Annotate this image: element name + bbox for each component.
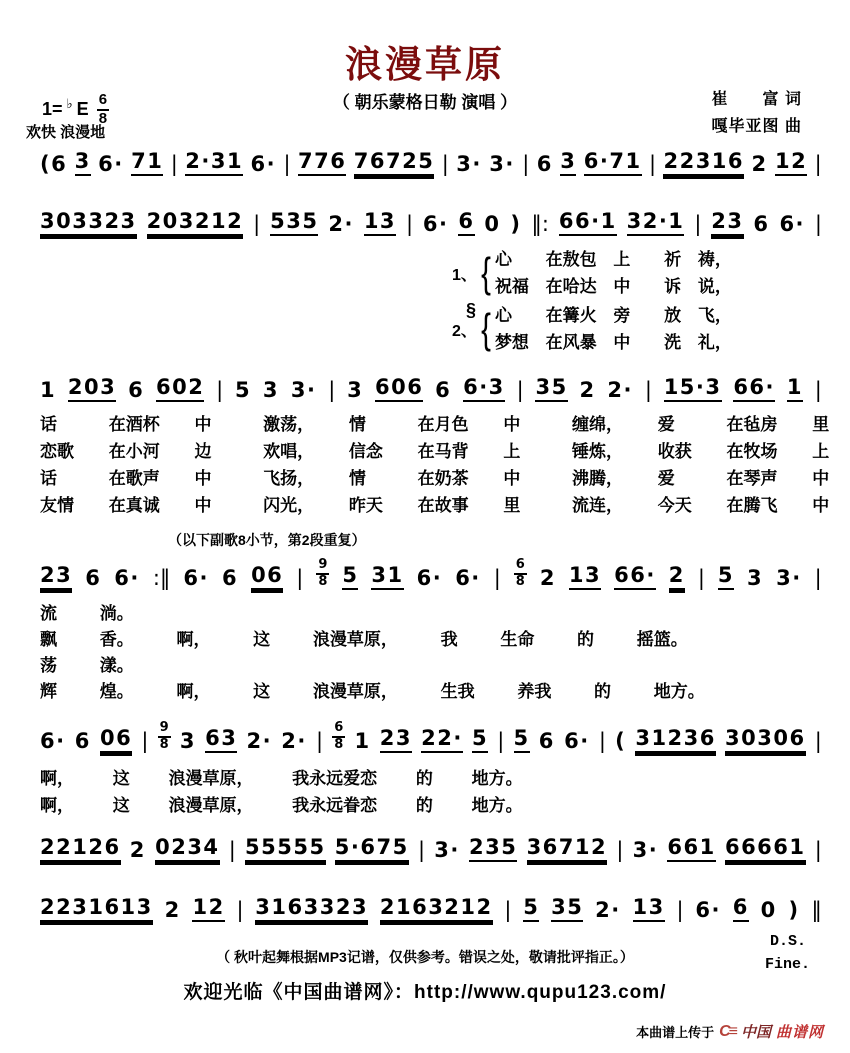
note-token: 22·: [421, 727, 463, 753]
note-token: 6·: [98, 152, 124, 176]
note-token: 606: [375, 376, 423, 402]
lyric-row: 飘 香。 啊， 这 浪漫草原， 我 生命 的 摇篮。: [40, 630, 688, 649]
note-token: 3·: [632, 838, 659, 862]
note-token: 6: [538, 729, 555, 754]
verse-1-lines: [495, 246, 732, 300]
time-signature-denominator: 8: [318, 573, 328, 589]
note-token: 6·: [416, 566, 443, 591]
note-token: 2·: [328, 212, 354, 236]
note-token: ): [788, 898, 800, 922]
transcriber-note: （ 秋叶起舞根据MP3记谱，仅供参考。错误之处，敬请批评指正。）: [216, 949, 634, 965]
note-token: 3: [262, 378, 280, 402]
note-token: 23: [40, 564, 72, 590]
barline: |: [493, 566, 501, 591]
meter-denominator: 8: [98, 109, 108, 127]
note-token: 15·3: [664, 376, 722, 402]
note-token: 6·: [183, 566, 209, 591]
lyric-row: 啊， 这 浪漫草原， 我永远爱恋 的 地方。: [40, 769, 523, 788]
note-token: 2: [669, 564, 685, 590]
note-token: 2·: [281, 729, 307, 754]
note-token: 2: [164, 898, 181, 922]
lyric-row: 恋歌 在小河 边 欢唱， 信念 在马背 上 锤炼， 收获 在牧场 上: [40, 442, 830, 461]
note-token: 2·: [607, 378, 634, 402]
note-token: 203: [68, 376, 116, 402]
note-token: 36712: [527, 836, 608, 862]
note-token: 3·: [489, 152, 515, 176]
key-prefix: 1=: [42, 98, 63, 119]
note-token: 66·1: [559, 210, 617, 236]
note-token: 31: [371, 564, 403, 590]
note-token: 6·: [564, 729, 590, 754]
note-token: 71: [131, 150, 163, 176]
barline: |: [644, 378, 652, 402]
verse-1-label: 1、: [452, 266, 477, 284]
note-token: 66661: [725, 836, 806, 862]
note-token: 1: [354, 729, 371, 754]
barline: |: [616, 838, 624, 862]
barline: |: [676, 898, 684, 922]
music-line-6: [40, 836, 822, 862]
note-token: 32·1: [627, 210, 685, 236]
note-token: 3·: [776, 566, 802, 591]
brace-icon: {: [481, 305, 491, 352]
time-signature-denominator: 8: [159, 736, 169, 752]
note-token: 5: [472, 727, 488, 753]
note-token: 6: [536, 152, 553, 176]
brace-icon: {: [481, 249, 491, 296]
note-token: 2: [129, 838, 146, 862]
note-token: 6: [458, 210, 474, 236]
barline: |: [516, 378, 524, 402]
fine-marking: Fine.: [764, 956, 810, 973]
note-token: (6: [40, 152, 68, 176]
verse-2-line-2: 梦想 在风暴 中 洗 礼，: [494, 333, 732, 352]
note-token: 13: [364, 210, 396, 236]
note-token: 06: [100, 727, 132, 753]
time-signature-denominator: 8: [334, 736, 344, 752]
note-token: 13: [569, 564, 601, 590]
time-signature: [158, 721, 171, 751]
music-line-4: [40, 557, 822, 591]
note-token: 23: [380, 727, 412, 753]
verse-1-line-2: 祝福 在哈达 中 诉 说，: [494, 277, 732, 296]
note-token: 6: [753, 212, 770, 236]
note-token: 6: [74, 729, 91, 754]
time-signature-denominator: 8: [515, 573, 525, 589]
barline: |: [283, 152, 291, 176]
watermark-prefix: 本曲谱上传于: [636, 1025, 715, 1040]
barline: |: [648, 152, 657, 176]
barline: |: [216, 378, 224, 402]
barline: |: [253, 212, 261, 236]
note-token: 6·: [695, 898, 721, 922]
lyric-row: 友情 在真诚 中 闪光， 昨天 在故事 里 流连， 今天 在腾飞 中: [40, 496, 830, 515]
page-title: 浪漫草原: [345, 44, 505, 85]
note-token: 12: [192, 896, 224, 922]
note-token: 5: [523, 896, 539, 922]
note-token: 12: [775, 150, 807, 176]
music-line-1: [40, 150, 822, 176]
time-signature-numerator: 9: [316, 558, 329, 575]
barline: |: [497, 729, 505, 754]
barline: |: [504, 898, 512, 922]
note-token: 6·: [455, 566, 481, 591]
note-token: 3: [560, 150, 576, 176]
note-token: 2231613: [40, 896, 153, 922]
music-line-2: [40, 210, 822, 236]
time-signature-numerator: 6: [332, 721, 345, 738]
note-token: 76725: [354, 150, 435, 176]
note-token: 6: [85, 566, 102, 591]
verse-2: [452, 302, 812, 356]
note-token: 5: [235, 378, 252, 402]
note-token: 30306: [725, 727, 806, 753]
note-token: 5: [718, 564, 734, 590]
barline: |: [814, 152, 822, 176]
verse-2-label: 2、: [452, 322, 477, 340]
barline: |: [814, 729, 822, 754]
barline: ‖: [811, 898, 822, 922]
note-token: 66·: [614, 564, 656, 590]
note-token: 13: [633, 896, 665, 922]
barline: |: [328, 378, 336, 402]
note-token: 3·: [456, 152, 482, 176]
music-line-7: [40, 896, 822, 922]
note-token: 3: [179, 729, 196, 754]
note-token: 31236: [635, 727, 716, 753]
verse-2-lines: [495, 302, 732, 356]
barline: |: [814, 212, 822, 236]
note-token: 0234: [155, 836, 219, 862]
note-token: 0: [484, 212, 501, 236]
note-token: 602: [156, 376, 204, 402]
note-token: 6·: [779, 212, 806, 236]
note-token: 5: [342, 564, 358, 590]
music-line-3: [40, 376, 822, 402]
barline: |: [694, 212, 702, 236]
note-token: 3·: [290, 378, 317, 402]
note-token: 3: [75, 150, 91, 176]
note-token: 5: [514, 727, 530, 753]
verse-1: [452, 246, 812, 300]
note-token: 2: [539, 566, 556, 591]
verse-2-line-1: 心 在篝火 旁 放 飞，: [494, 306, 732, 325]
ds-marking: D.S.: [769, 933, 806, 950]
note-token: 203212: [147, 210, 244, 236]
barline: |: [598, 729, 606, 754]
barline: ‖:: [531, 212, 549, 236]
barline: |: [814, 566, 822, 591]
time-signature-numerator: 6: [514, 558, 527, 575]
barline: |: [236, 898, 244, 922]
note-token: 535: [270, 210, 318, 236]
composer-credit: 嘎毕亚图 曲: [711, 118, 802, 135]
time-signature: [514, 558, 527, 588]
key-note: E: [76, 98, 89, 119]
note-token: 6·: [40, 729, 66, 754]
note-token: 1: [787, 376, 803, 402]
note-token: (: [615, 729, 627, 754]
verse-1-line-1: 心 在敖包 上 祈 祷，: [494, 250, 732, 269]
watermark-site-cn: 中国: [740, 1024, 771, 1041]
lyricist-credit: 崔 富 词: [711, 91, 802, 108]
note-token: 661: [667, 836, 715, 862]
note-token: 3: [747, 566, 764, 591]
note-token: 2·31: [185, 150, 243, 176]
verse-block: [452, 246, 812, 358]
note-token: 06: [251, 564, 283, 590]
lyric-row: 荡 漾。: [40, 656, 134, 675]
barline: |: [814, 838, 822, 862]
note-token: 3: [347, 378, 364, 402]
qupu-logo-icon: C≡: [719, 1022, 736, 1040]
note-token: ): [510, 212, 522, 236]
note-token: 303323: [40, 210, 137, 236]
note-token: 3163323: [255, 896, 368, 922]
performer-line: （ 朝乐蒙格日勒 演唱 ）: [332, 93, 518, 112]
note-token: 66·: [733, 376, 775, 402]
barline: |: [296, 566, 304, 591]
note-token: 6: [128, 378, 145, 402]
note-token: 22316: [663, 150, 744, 176]
note-token: 6: [733, 896, 749, 922]
lyric-row: 辉 煌。 啊， 这 浪漫草原， 生我 养我 的 地方。: [40, 682, 705, 701]
note-token: 1: [40, 378, 57, 402]
note-token: 35: [535, 376, 567, 402]
site-welcome-line: 欢迎光临《中国曲谱网》：http://www.qupu123.com/: [183, 982, 667, 1003]
barline: |: [697, 566, 705, 591]
note-token: 6·: [422, 212, 449, 236]
note-token: 2: [751, 152, 768, 176]
note-token: 55555: [245, 836, 326, 862]
barline: |: [814, 378, 822, 402]
barline: :‖: [152, 566, 171, 591]
note-token: 235: [469, 836, 517, 862]
note-token: 6·: [114, 566, 140, 591]
lyric-row: 话 在酒杯 中 激荡， 情 在月色 中 缠绵， 爱 在毡房 里: [40, 415, 830, 434]
barline: |: [228, 838, 236, 862]
segno-icon: §: [466, 300, 477, 320]
time-signature: [332, 721, 345, 751]
barline: |: [141, 729, 149, 754]
lyric-row: 啊， 这 浪漫草原， 我永远眷恋 的 地方。: [40, 796, 523, 815]
watermark-site-qupu: 曲谱网: [775, 1024, 824, 1041]
note-token: 6·71: [584, 150, 642, 176]
note-token: 2·: [246, 729, 273, 754]
time-signature: [316, 558, 329, 588]
note-token: 6: [435, 378, 452, 402]
note-token: 0: [760, 898, 777, 922]
flat-icon: ♭: [66, 96, 73, 112]
upload-watermark: [636, 1021, 824, 1042]
barline: |: [405, 212, 414, 236]
note-token: 3·: [434, 838, 460, 862]
barline: |: [417, 838, 426, 862]
note-token: 63: [205, 727, 237, 753]
note-token: 6·3: [463, 376, 505, 402]
barline: |: [522, 152, 530, 176]
music-line-5: [40, 720, 822, 754]
tempo-marking: 欢快 浪漫地: [26, 124, 106, 141]
note-token: 2: [579, 378, 596, 402]
lyric-row: 流 淌。: [40, 604, 134, 623]
barline: |: [316, 729, 324, 754]
note-token: 6·: [250, 152, 277, 176]
note-token: 22126: [40, 836, 121, 862]
note-token: 2·: [595, 898, 621, 922]
lyric-row: 话 在歌声 中 飞扬， 情 在奶茶 中 沸腾， 爱 在琴声 中: [40, 469, 830, 488]
meter-numerator: 6: [97, 92, 109, 111]
note-token: 35: [551, 896, 583, 922]
time-signature-numerator: 9: [158, 721, 171, 738]
note-token: 776: [298, 150, 346, 176]
note-token: 5·675: [335, 836, 409, 862]
barline: |: [170, 152, 178, 176]
note-token: 6: [221, 566, 239, 591]
note-token: 23: [711, 210, 743, 236]
barline: |: [441, 152, 449, 176]
chorus-annotation: （以下副歌8小节，第2段重复）: [168, 532, 366, 548]
note-token: 2163212: [380, 896, 493, 922]
